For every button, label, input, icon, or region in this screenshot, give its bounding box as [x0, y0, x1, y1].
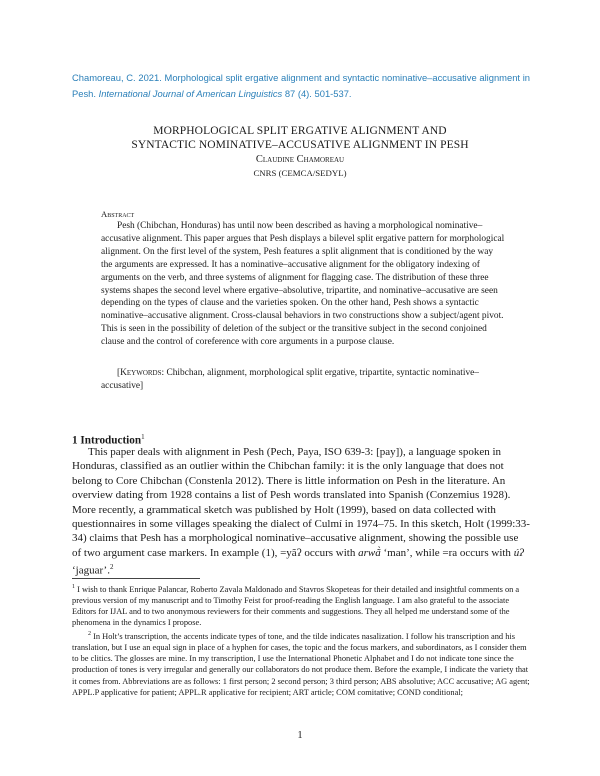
gloss-jaguar: ‘jaguar’.: [72, 564, 110, 577]
intro-text: This paper deals with alignment in Pesh (Pech, Paya, ISO 639-3: [pay]), a language spoken in Honduras, classified as an outlier within the Chibchan family: it is the only language that does not belong to Core Chibchan (Constenla 2012). There is little information on Pesh in the literature. An overview dating from 1928 contains a list of Pesh words translated into Spanish (Conzemius 1928). More recently, a grammatical sketch was published by Holt (1999), based on data collected with questionnaires in some villages speaking the dialect of Culmí in 1974–75. In this sketch, Holt (1999:33-34) claims that Pesh has a morphological nominative–accusative alignment, showing the possible use of two argument case markers. In example (1), =yãʔ occurs with: [72, 446, 530, 559]
citation-authors: Chamoreau, C. 2021.: [72, 72, 162, 83]
keywords-text: : Chibchan, alignment, morphological split ergative, tripartite, syntactic nominative–accusative]: [101, 368, 479, 391]
paper-title: [80, 124, 520, 152]
author-name: Claudine Chamoreau: [255, 154, 345, 165]
gloss-man: ‘man’, while =ra occurs with: [380, 546, 514, 559]
footnote-ref-1[interactable]: 1: [141, 433, 145, 441]
footnote-2: [72, 629, 530, 698]
word-jaguar: úʔ: [513, 546, 524, 559]
title-line-1: MORPHOLOGICAL SPLIT ERGATIVE ALIGNMENT AND: [153, 125, 447, 137]
keywords-open: [: [117, 368, 121, 378]
citation-volume: 87 (4). 501-537.: [284, 88, 352, 99]
footnote-2-mark: 2: [88, 631, 91, 637]
keywords: [101, 367, 505, 393]
footnote-1: [72, 582, 530, 629]
citation: [72, 70, 530, 102]
word-man: arwã̀: [358, 546, 381, 559]
keywords-label: Keywords: [120, 368, 162, 378]
footnote-2-text: In Holt’s transcription, the accents indicate types of tone, and the tilde indicates nasalization. I follow his transcription and his translation, but I use an equal sign in place of a hyphen for cases, the topic and the focus markers, and subordinators, as I consider them to be clitics. The glosses are mine. In my transcription, I use the International Phonetic Alphabet and I do not indicate tone since the production of tones is very irregular and generally our collaborators do not produce them. Before the example, I indicate the variety that it comes from. Abbreviations are as follows: 1 first person; 2 second person; 3 third person; ABS absolutive; ACC accusative; AG agent; APPL.P applicative for patient; APPL.R applicative for recipient; ART article; COM comitative; COND conditional;: [72, 631, 530, 697]
title-line-2: SYNTACTIC NOMINATIVE–ACCUSATIVE ALIGNMENT IN PESH: [131, 139, 469, 151]
author-affiliation: CNRS (CEMCA/SEDYL): [253, 168, 347, 178]
footnote-1-text: I wish to thank Enrique Palancar, Roberto Zavala Maldonado and Stavros Skopeteas for their detailed and insightful comments on a previous version of my manuscript and to Timothy Feist for proof-reading the English language. I am also grateful to the associate Editors for IJAL and to two anonymous reviewers for their comments and suggestions. They all helped me understand some of the phenomena in the dynamics I propose.: [72, 584, 520, 628]
footnote-divider: [72, 578, 200, 579]
citation-article: Morphological split ergative alignment and syntactic nominative–accusative alignment in Pesh.: [72, 72, 530, 99]
section-heading-text: 1 Introduction: [72, 434, 142, 447]
footnote-ref-2[interactable]: 2: [109, 563, 114, 572]
footnote-1-mark: 1: [72, 584, 75, 590]
intro-paragraph: [72, 445, 530, 578]
abstract-heading: Abstract: [101, 209, 135, 219]
abstract-text: Pesh (Chibchan, Honduras) has until now been described as having a morphological nominative–accusative alignment. This paper argues that Pesh displays a bilevel split ergative pattern for morphological alignment. On the first level of the system, Pesh features a split alignment that is conditioned by the way the arguments are expressed. It has a nominative–accusative alignment for the obligatory indexing of arguments on the verb, and three systems of alignment for flagging case. The distribution of these three systems shapes the second level where ergative–absolutive, tripartite, and nominative–accusative are seen depending on the types of clause and the varieties spoken. On the other hand, Pesh shows a syntactic nominative–accusative alignment. Cross-clausal behaviors in two constructions show a subject/agent pivot. This is seen in the possibility of deletion of the subject or the transitive subject in the second conjoined clause and the control of coreference with core arguments in a purpose clause.: [101, 221, 505, 348]
citation-journal: International Journal of American Linguistics: [98, 88, 283, 99]
page-number: 1: [297, 730, 303, 741]
